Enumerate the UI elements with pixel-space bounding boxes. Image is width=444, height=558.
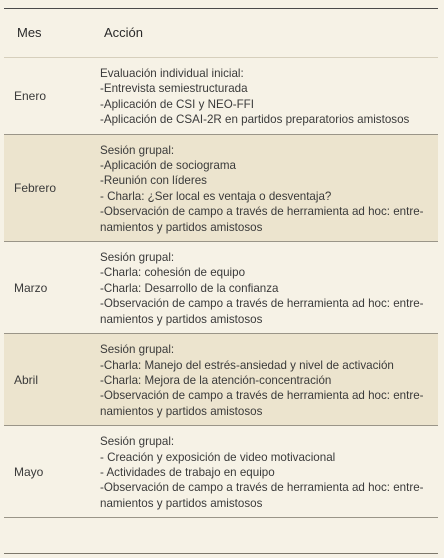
- accion-line: -Charla: Desarrollo de la confianza: [100, 281, 279, 295]
- bottom-rule: [4, 553, 438, 554]
- accion-line: - Actividades de trabajo en equipo: [100, 465, 275, 479]
- accion-line: namientos y partidos amistosos: [100, 404, 263, 418]
- accion-line: namientos y partidos amistosos: [100, 220, 263, 234]
- accion-line: namientos y partidos amistosos: [100, 496, 263, 510]
- table-row: [4, 135, 438, 242]
- header-mes: Mes: [17, 25, 42, 40]
- accion-line: -Aplicación de sociograma: [100, 159, 236, 173]
- accion-line: - Creación y exposición de video motivacional: [100, 450, 336, 464]
- header-accion: Acción: [104, 25, 144, 40]
- accion-line: -Charla: cohesión de equipo: [100, 266, 246, 280]
- accion-line: -Observación de campo a través de herramienta ad hoc: entre-: [100, 389, 424, 403]
- accion-line: -Observación de campo a través de herramienta ad hoc: entre-: [100, 205, 424, 219]
- accion-line: -Charla: Mejora de la atención-concentración: [100, 373, 332, 387]
- accion-line: -Entrevista semiestructurada: [100, 82, 248, 96]
- schedule-table: [4, 58, 438, 518]
- top-rule: [4, 8, 438, 9]
- accion-line: -Aplicación de CSI y NEO-FFI: [100, 97, 254, 111]
- table-header: [4, 10, 438, 58]
- accion-line: Sesión grupal:: [100, 251, 175, 265]
- accion-line: Sesión grupal:: [100, 343, 175, 357]
- accion-line: Sesión grupal:: [100, 143, 175, 157]
- accion-line: Evaluación individual inicial:: [100, 67, 244, 80]
- table-row: [4, 58, 438, 135]
- cell-accion: [100, 135, 438, 241]
- accion-line: namientos y partidos amistosos: [100, 312, 263, 326]
- cell-accion: [100, 426, 438, 517]
- accion-line: -Observación de campo a través de herramienta ad hoc: entre-: [100, 481, 424, 495]
- table-row: [4, 426, 438, 518]
- cell-accion: [100, 242, 438, 333]
- accion-line: -Observación de campo a través de herramienta ad hoc: entre-: [100, 297, 424, 311]
- accion-line: -Reunión con líderes: [100, 174, 207, 188]
- accion-line: -Aplicación de CSAI-2R en partidos preparatorios amistosos: [100, 113, 410, 127]
- cell-mes: Enero: [14, 88, 47, 103]
- accion-line: - Charla: ¿Ser local es ventaja o desventaja?: [100, 189, 332, 203]
- cell-mes: Abril: [14, 372, 39, 387]
- cell-accion: [100, 334, 438, 425]
- table-row: [4, 334, 438, 426]
- cell-mes: Marzo: [14, 280, 48, 295]
- table-row: [4, 242, 438, 334]
- cell-mes: Febrero: [14, 180, 57, 195]
- cell-accion: [100, 58, 438, 134]
- cell-mes: Mayo: [14, 464, 44, 479]
- accion-line: Sesión grupal:: [100, 435, 175, 449]
- accion-line: -Charla: Manejo del estrés-ansiedad y nivel de activación: [100, 358, 394, 372]
